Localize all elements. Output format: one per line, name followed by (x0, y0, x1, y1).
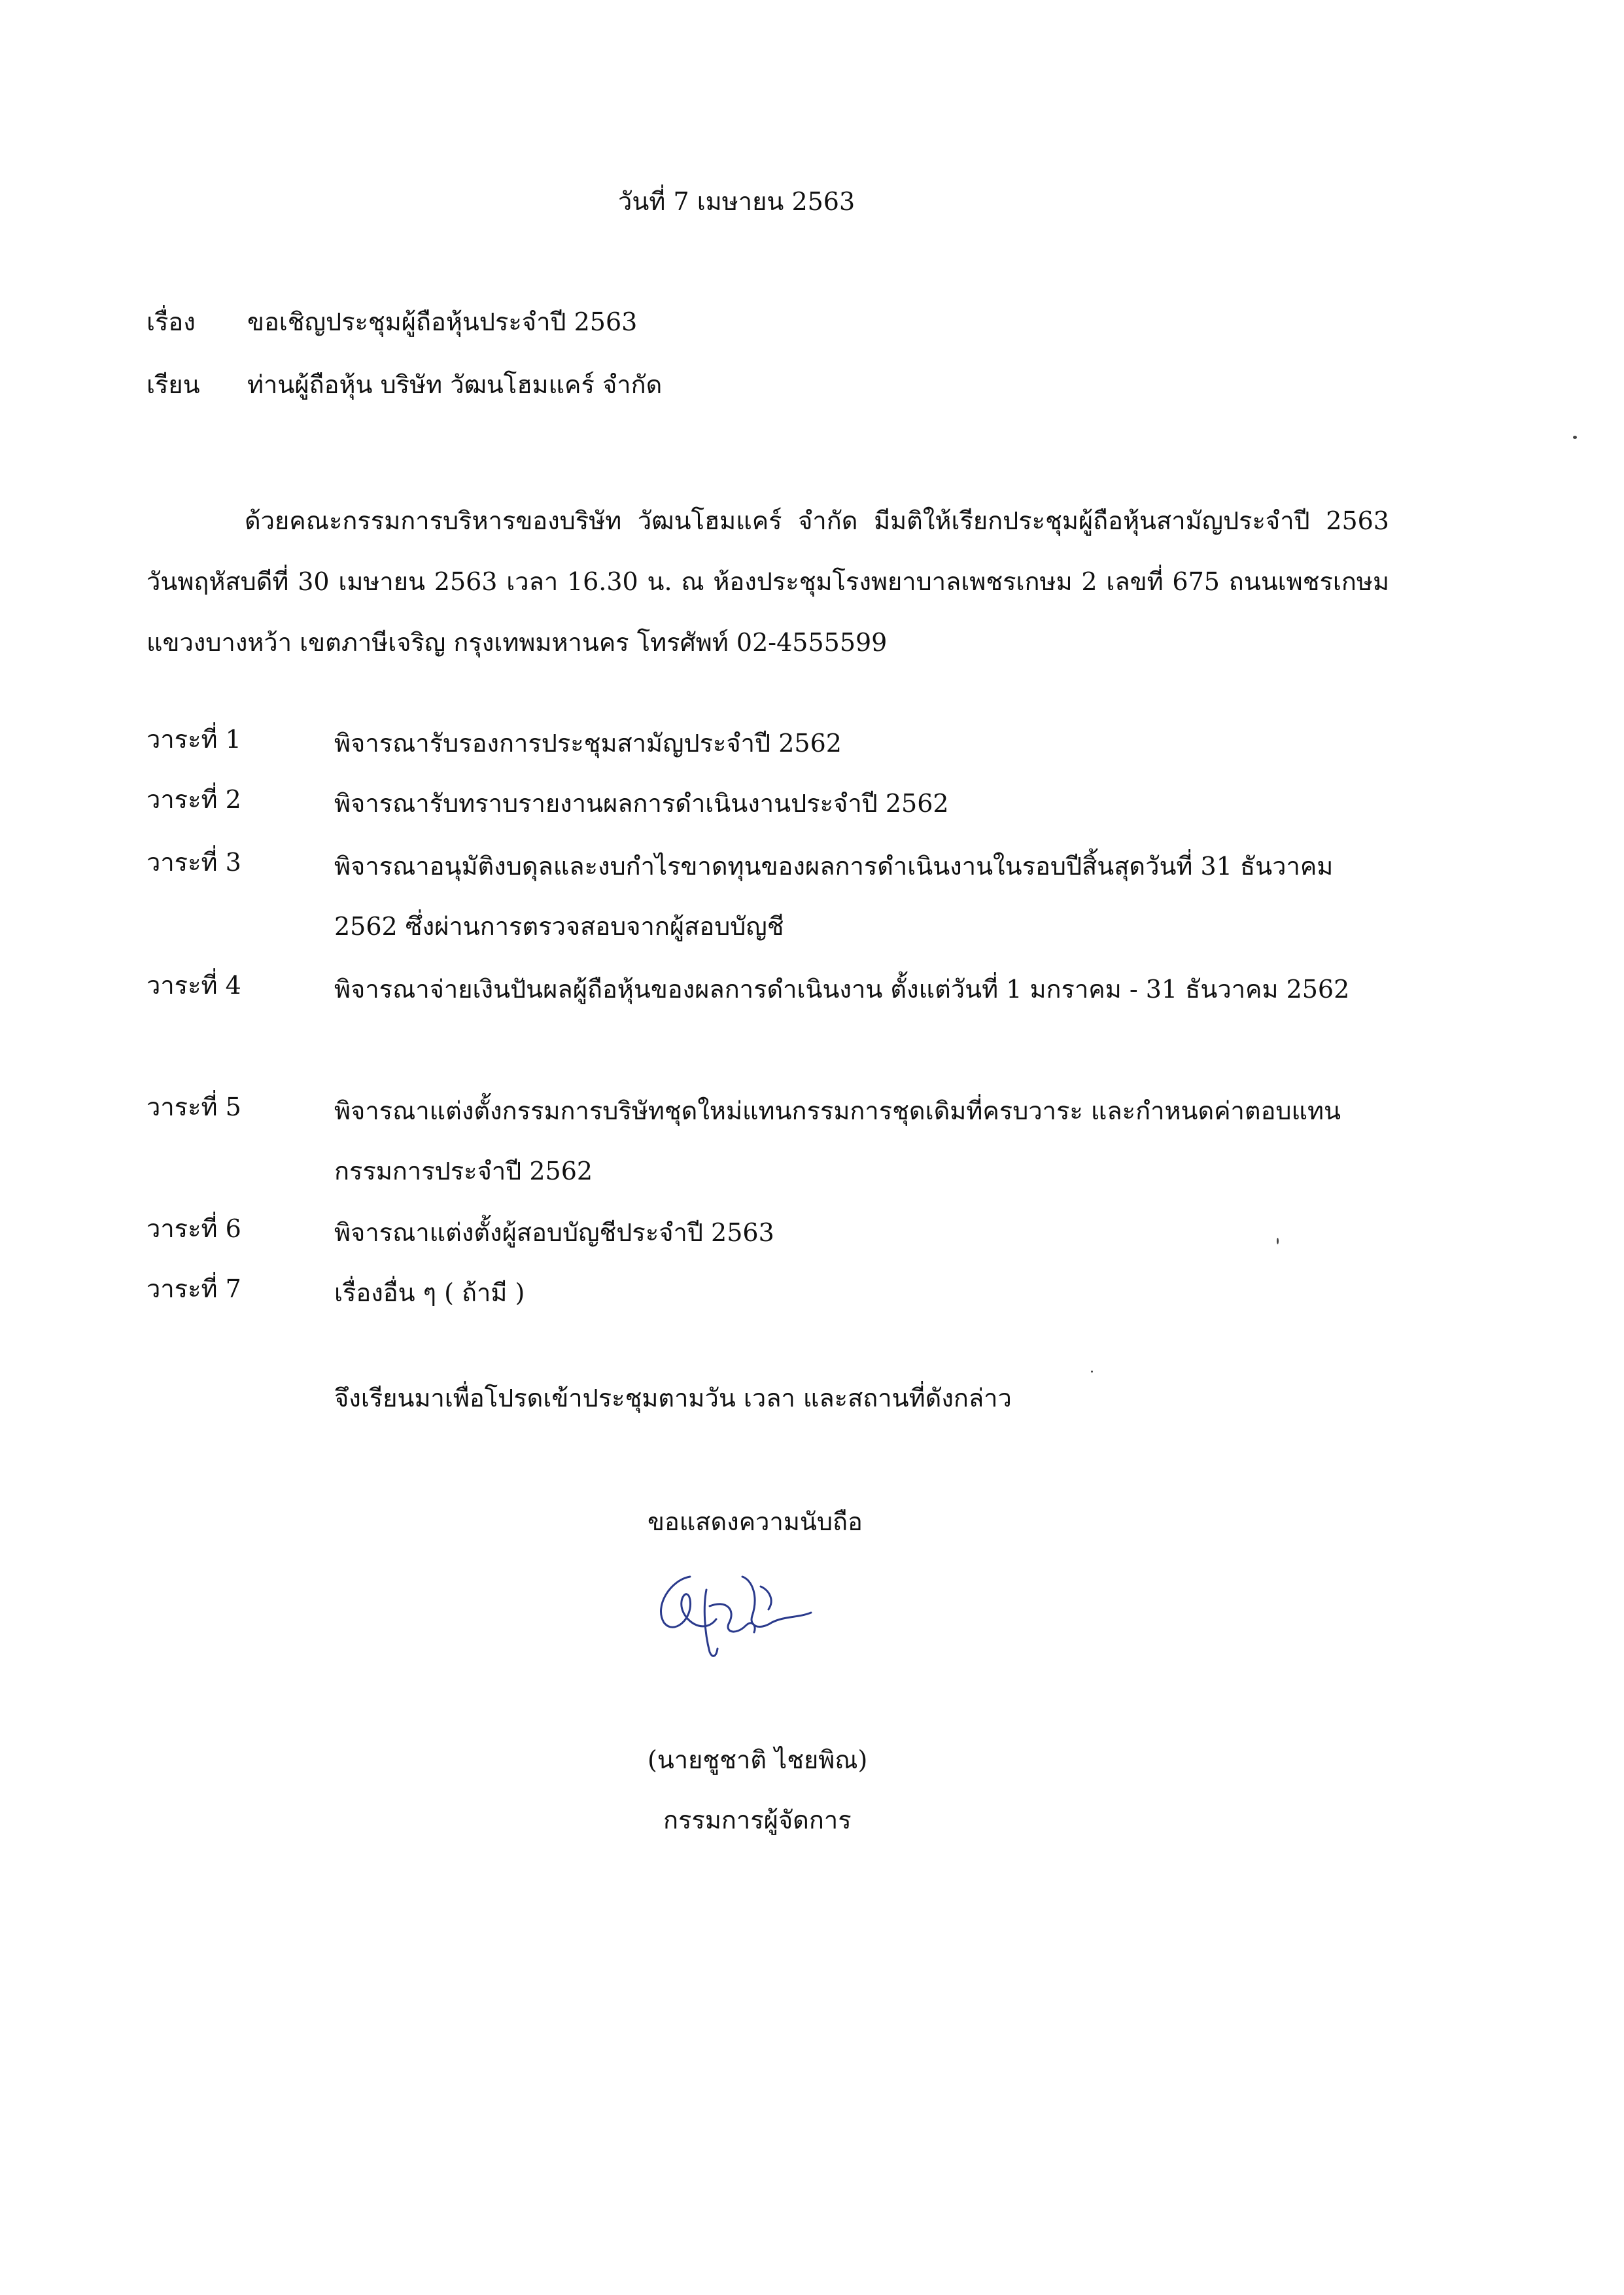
body-paragraph: ด้วยคณะกรรมการบริหารของบริษัท วัฒนโฮมแคร์ จำกัด มีมติให้เรียกประชุมผู้ถือหุ้นสามัญประจำปี 2563 วันพฤหัสบดีที่ 30 เมษายน 2563 เวลา 16.30 น. ณ ห้องประชุมโรงพยาบาลเพชรเกษม 2 เลขที่ 675 ถนนเพชรเกษม แขวงบางหว้า เขตภาษีเจริญ กรุงเทพมหานคร โทรศัพท์ 02-4555599 (147, 506, 1389, 657)
agenda-number: วาระที่ 6 (147, 1214, 241, 1243)
agenda-number: วาระที่ 2 (147, 785, 241, 814)
agenda-text: พิจารณาอนุมัติงบดุลและงบกำไรขาดทุนของผลการดำเนินงานในรอบปีสิ้นสุดวันที่ 31 ธันวาคม 2562 ซึ่งผ่านการตรวจสอบจากผู้สอบบัญชี (334, 852, 1334, 941)
agenda-text: พิจารณาจ่ายเงินปันผลผู้ถือหุ้นของผลการดำเนินงาน ตั้งแต่วันที่ 1 มกราคม - 31 ธันวาคม 2562 (334, 975, 1350, 1004)
subject-text: ขอเชิญประชุมผู้ถือหุ้นประจำปี 2563 (247, 307, 638, 336)
agenda-text: พิจารณาแต่งตั้งกรรมการบริษัทชุดใหม่แทนกรรมการชุดเดิมที่ครบวาระ และกำหนดค่าตอบแทนกรรมการประจำปี 2562 (334, 1096, 1341, 1185)
subject-label: เรื่อง (147, 307, 196, 336)
agenda-text: เรื่องอื่น ๆ ( ถ้ามี ) (334, 1278, 525, 1307)
scan-speck (1277, 1238, 1279, 1244)
agenda-number: วาระที่ 7 (147, 1274, 241, 1303)
letter-date: วันที่ 7 เมษายน 2563 (618, 187, 855, 216)
agenda-text: พิจารณาแต่งตั้งผู้สอบบัญชีประจำปี 2563 (334, 1218, 774, 1247)
agenda-number: วาระที่ 5 (147, 1093, 241, 1121)
closing-line: จึงเรียนมาเพื่อโปรดเข้าประชุมตามวัน เวลา และสถานที่ดังกล่าว (334, 1384, 1012, 1412)
recipient-text: ท่านผู้ถือหุ้น บริษัท วัฒนโฮมแคร์ จำกัด (247, 370, 663, 399)
agenda-number: วาระที่ 1 (147, 725, 241, 754)
signer-name: (นายชูชาติ ไชยพิณ) (648, 1745, 868, 1774)
agenda-text: พิจารณารับรองการประชุมสามัญประจำปี 2562 (334, 729, 842, 758)
agenda-number: วาระที่ 3 (147, 848, 241, 877)
scan-speck (1091, 1371, 1093, 1373)
signature-icon (644, 1560, 840, 1691)
signer-position: กรรมการผู้จัดการ (663, 1806, 852, 1834)
agenda-text: พิจารณารับทราบรายงานผลการดำเนินงานประจำปี 2562 (334, 789, 949, 818)
recipient-label: เรียน (147, 370, 200, 399)
agenda-number: วาระที่ 4 (147, 971, 241, 1000)
signature-strokes (661, 1577, 811, 1656)
scan-speck (1573, 436, 1577, 439)
regards-line: ขอแสดงความนับถือ (648, 1507, 863, 1536)
